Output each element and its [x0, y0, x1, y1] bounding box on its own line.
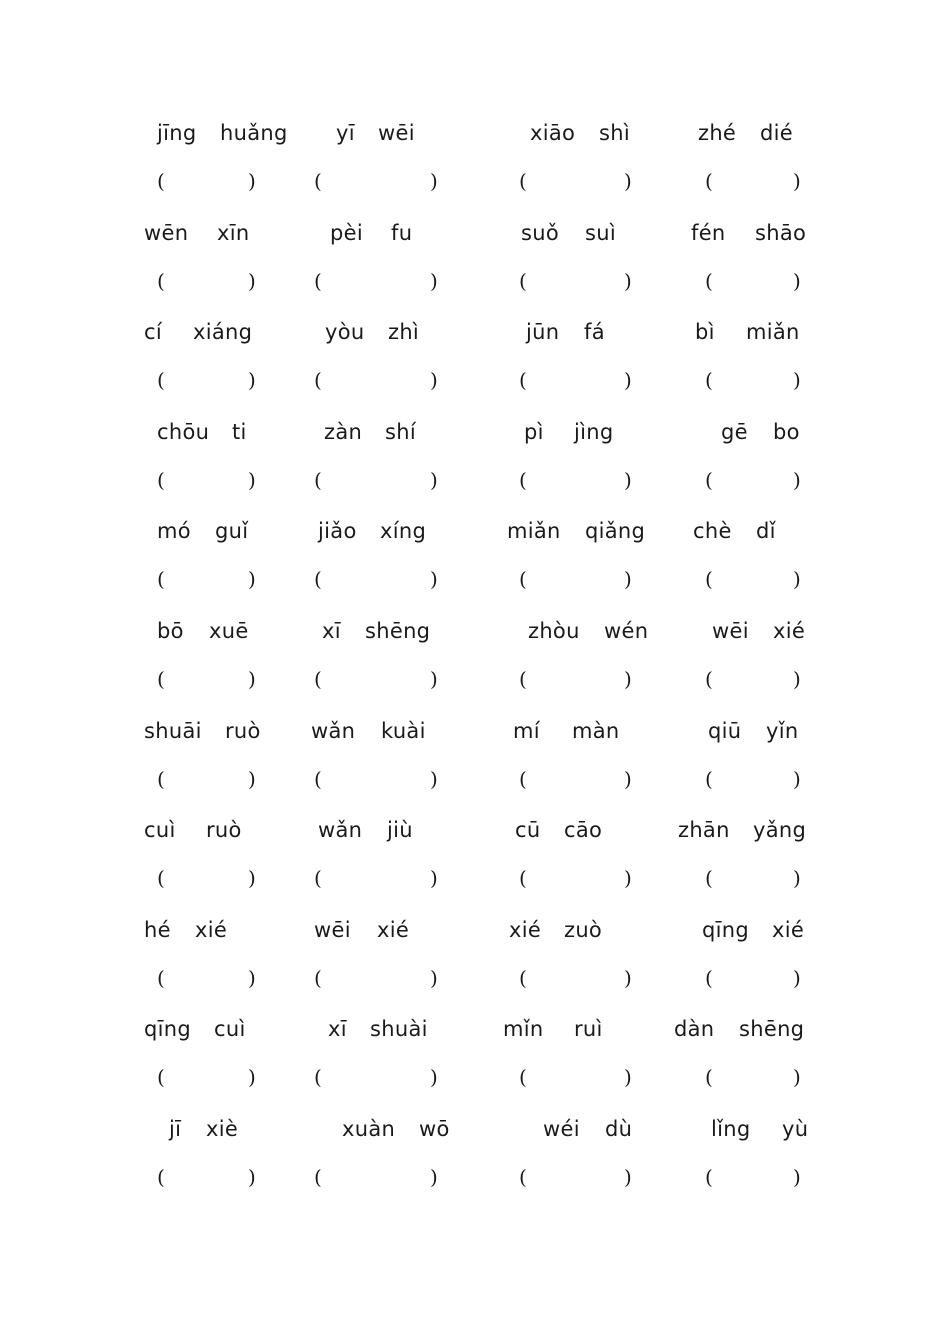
- pinyin-syllable: wēi: [378, 121, 415, 145]
- answer-paren-open: (: [314, 467, 322, 492]
- answer-paren-open: (: [314, 368, 322, 393]
- pinyin-syllable: wén: [604, 619, 649, 643]
- answer-paren-close: ): [793, 567, 801, 592]
- pinyin-syllable: shēng: [739, 1017, 805, 1042]
- pinyin-syllable: yòu: [325, 320, 365, 345]
- answer-paren-open: (: [314, 965, 322, 990]
- pinyin-syllable: wǎn: [318, 818, 363, 843]
- answer-paren-open: (: [157, 1165, 165, 1189]
- answer-paren-open: (: [519, 866, 527, 891]
- pinyin-line: [0, 417, 950, 447]
- pinyin-syllable: qīng: [144, 1017, 192, 1042]
- pinyin-syllable: shí: [385, 419, 416, 444]
- pinyin-syllable: fá: [584, 320, 605, 345]
- pinyin-syllable: cū: [515, 818, 541, 843]
- answer-paren-close: ): [248, 1065, 256, 1090]
- answer-paren-open: (: [314, 766, 322, 791]
- answer-paren-open: (: [314, 667, 322, 691]
- pinyin-syllable: shāo: [755, 220, 807, 245]
- pinyin-syllable: miǎn: [746, 320, 800, 345]
- pinyin-syllable: jī: [169, 1117, 182, 1141]
- answer-paren-open: (: [157, 866, 165, 891]
- pinyin-syllable: xuē: [209, 619, 249, 643]
- pinyin-syllable: huǎng: [220, 121, 288, 145]
- pinyin-syllable: gē: [721, 419, 748, 444]
- exercise-row: [0, 616, 950, 716]
- answer-paren-open: (: [519, 1065, 527, 1090]
- answer-line: [0, 1062, 950, 1092]
- exercise-row: [0, 915, 950, 1015]
- pinyin-syllable: jūn: [526, 320, 560, 345]
- answer-paren-close: ): [624, 467, 632, 492]
- pinyin-syllable: yǐn: [766, 718, 799, 743]
- pinyin-syllable: qiū: [708, 718, 742, 743]
- pinyin-line: [0, 1014, 950, 1044]
- answer-paren-open: (: [705, 368, 713, 393]
- pinyin-line: [0, 218, 950, 248]
- pinyin-line: [0, 915, 950, 945]
- answer-paren-close: ): [793, 766, 801, 791]
- answer-paren-close: ): [248, 965, 256, 990]
- answer-paren-open: (: [705, 268, 713, 293]
- pinyin-line: [0, 118, 950, 148]
- answer-paren-open: (: [705, 667, 713, 691]
- pinyin-syllable: fén: [691, 220, 726, 245]
- pinyin-syllable: yǎng: [753, 818, 807, 843]
- exercise-row: [0, 815, 950, 915]
- exercise-row: [0, 118, 950, 218]
- answer-paren-open: (: [157, 567, 165, 592]
- pinyin-syllable: cāo: [564, 818, 603, 843]
- answer-paren-open: (: [314, 268, 322, 293]
- pinyin-syllable: shuāi: [144, 718, 202, 743]
- pinyin-syllable: suì: [585, 220, 616, 245]
- pinyin-line: [0, 1114, 950, 1144]
- answer-paren-open: (: [705, 866, 713, 891]
- pinyin-syllable: dù: [605, 1117, 633, 1141]
- pinyin-syllable: màn: [572, 718, 620, 743]
- answer-line: [0, 963, 950, 993]
- answer-paren-open: (: [314, 866, 322, 891]
- answer-paren-close: ): [624, 1065, 632, 1090]
- exercise-row: [0, 716, 950, 816]
- pinyin-syllable: xī: [328, 1017, 347, 1042]
- exercise-row: [0, 516, 950, 616]
- answer-line: [0, 166, 950, 196]
- answer-paren-close: ): [624, 667, 632, 691]
- pinyin-syllable: xīn: [217, 220, 250, 245]
- pinyin-syllable: xiè: [206, 1117, 239, 1141]
- answer-paren-open: (: [157, 467, 165, 492]
- pinyin-line: [0, 616, 950, 646]
- exercise-row: [0, 218, 950, 318]
- pinyin-syllable: qīng: [702, 917, 750, 942]
- pinyin-syllable: cuì: [144, 818, 176, 843]
- answer-paren-close: ): [248, 467, 256, 492]
- pinyin-syllable: qiǎng: [585, 519, 646, 544]
- answer-paren-close: ): [248, 866, 256, 891]
- answer-paren-open: (: [705, 766, 713, 791]
- pinyin-syllable: xié: [195, 917, 228, 942]
- pinyin-syllable: zhòu: [528, 619, 580, 643]
- pinyin-syllable: lǐng: [711, 1117, 751, 1141]
- pinyin-syllable: xié: [377, 917, 410, 942]
- pinyin-syllable: zàn: [324, 419, 363, 444]
- pinyin-syllable: wǎn: [311, 718, 356, 743]
- answer-paren-close: ): [248, 1165, 256, 1189]
- pinyin-syllable: xuàn: [342, 1117, 396, 1141]
- answer-paren-open: (: [157, 667, 165, 691]
- answer-paren-open: (: [157, 1065, 165, 1090]
- pinyin-syllable: jiù: [387, 818, 413, 843]
- pinyin-line: [0, 815, 950, 845]
- pinyin-syllable: mó: [157, 519, 191, 544]
- answer-line: [0, 365, 950, 395]
- answer-paren-close: ): [430, 169, 438, 193]
- pinyin-syllable: yī: [336, 121, 355, 145]
- pinyin-syllable: xiáng: [193, 320, 253, 345]
- answer-paren-open: (: [705, 965, 713, 990]
- pinyin-syllable: shēng: [365, 619, 431, 643]
- answer-line: [0, 664, 950, 694]
- pinyin-syllable: ruò: [206, 818, 242, 843]
- pinyin-syllable: cuì: [214, 1017, 246, 1042]
- answer-paren-open: (: [314, 1065, 322, 1090]
- answer-paren-close: ): [248, 268, 256, 293]
- pinyin-syllable: xī: [322, 619, 341, 643]
- answer-paren-open: (: [705, 467, 713, 492]
- pinyin-syllable: mǐn: [503, 1017, 544, 1042]
- answer-paren-open: (: [314, 567, 322, 592]
- pinyin-syllable: suǒ: [521, 220, 559, 245]
- answer-paren-open: (: [519, 268, 527, 293]
- answer-paren-open: (: [705, 1065, 713, 1090]
- answer-paren-close: ): [430, 766, 438, 791]
- pinyin-syllable: jiǎo: [318, 519, 357, 544]
- pinyin-syllable: zhān: [678, 818, 730, 843]
- pinyin-syllable: kuài: [381, 718, 426, 743]
- answer-paren-open: (: [157, 368, 165, 393]
- pinyin-syllable: wēi: [712, 619, 749, 643]
- answer-paren-open: (: [705, 169, 713, 193]
- pinyin-syllable: dǐ: [756, 519, 776, 544]
- answer-paren-close: ): [793, 866, 801, 891]
- pinyin-syllable: xié: [772, 917, 805, 942]
- answer-paren-open: (: [519, 169, 527, 193]
- answer-paren-close: ): [624, 766, 632, 791]
- exercise-row: [0, 1014, 950, 1114]
- answer-paren-open: (: [519, 766, 527, 791]
- exercise-row: [0, 1114, 950, 1214]
- pinyin-syllable: xíng: [380, 519, 427, 544]
- pinyin-syllable: bì: [695, 320, 715, 345]
- pinyin-syllable: zuò: [564, 917, 603, 942]
- pinyin-syllable: ruò: [225, 718, 261, 743]
- answer-paren-close: ): [430, 467, 438, 492]
- answer-line: [0, 465, 950, 495]
- pinyin-syllable: yù: [782, 1117, 809, 1141]
- answer-paren-open: (: [314, 1165, 322, 1189]
- answer-paren-open: (: [157, 268, 165, 293]
- pinyin-syllable: dàn: [674, 1017, 715, 1042]
- answer-paren-open: (: [519, 368, 527, 393]
- answer-paren-close: ): [624, 169, 632, 193]
- exercise-row: [0, 417, 950, 517]
- pinyin-syllable: chōu: [157, 419, 210, 444]
- pinyin-syllable: fu: [391, 220, 413, 245]
- pinyin-syllable: ti: [232, 419, 247, 444]
- pinyin-line: [0, 516, 950, 546]
- answer-paren-close: ): [430, 965, 438, 990]
- answer-paren-open: (: [157, 169, 165, 193]
- answer-paren-close: ): [430, 667, 438, 691]
- answer-paren-close: ): [624, 368, 632, 393]
- pinyin-syllable: wō: [419, 1117, 450, 1141]
- pinyin-syllable: pèi: [330, 220, 363, 245]
- pinyin-syllable: xiāo: [530, 121, 576, 145]
- pinyin-syllable: shuài: [370, 1017, 428, 1042]
- answer-paren-close: ): [430, 1165, 438, 1189]
- answer-paren-open: (: [157, 965, 165, 990]
- pinyin-syllable: mí: [513, 718, 540, 743]
- answer-paren-close: ): [430, 268, 438, 293]
- pinyin-syllable: dié: [760, 121, 793, 145]
- answer-paren-open: (: [519, 667, 527, 691]
- answer-paren-close: ): [793, 467, 801, 492]
- pinyin-syllable: wéi: [543, 1117, 580, 1141]
- answer-line: [0, 564, 950, 594]
- answer-line: [0, 863, 950, 893]
- answer-paren-close: ): [248, 667, 256, 691]
- answer-paren-close: ): [430, 866, 438, 891]
- exercise-row: [0, 317, 950, 417]
- answer-paren-close: ): [793, 1065, 801, 1090]
- answer-paren-open: (: [519, 567, 527, 592]
- pinyin-line: [0, 716, 950, 746]
- answer-paren-open: (: [519, 1165, 527, 1189]
- answer-paren-close: ): [624, 567, 632, 592]
- answer-line: [0, 764, 950, 794]
- answer-paren-close: ): [793, 169, 801, 193]
- pinyin-syllable: xié: [773, 619, 806, 643]
- answer-paren-close: ): [430, 1065, 438, 1090]
- pinyin-syllable: miǎn: [507, 519, 561, 544]
- pinyin-syllable: hé: [144, 917, 171, 942]
- pinyin-syllable: ruì: [574, 1017, 603, 1042]
- pinyin-syllable: chè: [693, 519, 732, 544]
- answer-paren-close: ): [248, 368, 256, 393]
- pinyin-syllable: zhé: [698, 121, 737, 145]
- pinyin-syllable: zhì: [388, 320, 420, 345]
- answer-line: [0, 1162, 950, 1192]
- pinyin-syllable: cí: [144, 320, 162, 345]
- answer-paren-close: ): [248, 567, 256, 592]
- answer-paren-close: ): [624, 1165, 632, 1189]
- answer-paren-close: ): [624, 268, 632, 293]
- answer-paren-open: (: [705, 1165, 713, 1189]
- answer-paren-open: (: [705, 567, 713, 592]
- pinyin-syllable: jìng: [574, 419, 614, 444]
- answer-paren-close: ): [793, 965, 801, 990]
- answer-paren-close: ): [248, 766, 256, 791]
- pinyin-syllable: wēi: [314, 917, 351, 942]
- answer-paren-open: (: [519, 467, 527, 492]
- answer-paren-close: ): [248, 169, 256, 193]
- answer-line: [0, 266, 950, 296]
- answer-paren-open: (: [314, 169, 322, 193]
- answer-paren-close: ): [793, 1165, 801, 1189]
- answer-paren-close: ): [793, 368, 801, 393]
- pinyin-syllable: jīng: [157, 121, 197, 145]
- answer-paren-open: (: [157, 766, 165, 791]
- answer-paren-close: ): [793, 667, 801, 691]
- pinyin-syllable: guǐ: [215, 519, 249, 544]
- pinyin-syllable: bō: [157, 619, 184, 643]
- answer-paren-close: ): [430, 368, 438, 393]
- answer-paren-close: ): [430, 567, 438, 592]
- pinyin-syllable: wēn: [144, 220, 189, 245]
- pinyin-syllable: xié: [509, 917, 542, 942]
- pinyin-syllable: bo: [773, 419, 800, 444]
- pinyin-syllable: shì: [599, 121, 630, 145]
- answer-paren-open: (: [519, 965, 527, 990]
- pinyin-syllable: pì: [524, 419, 544, 444]
- answer-paren-close: ): [624, 965, 632, 990]
- answer-paren-close: ): [793, 268, 801, 293]
- answer-paren-close: ): [624, 866, 632, 891]
- pinyin-line: [0, 317, 950, 347]
